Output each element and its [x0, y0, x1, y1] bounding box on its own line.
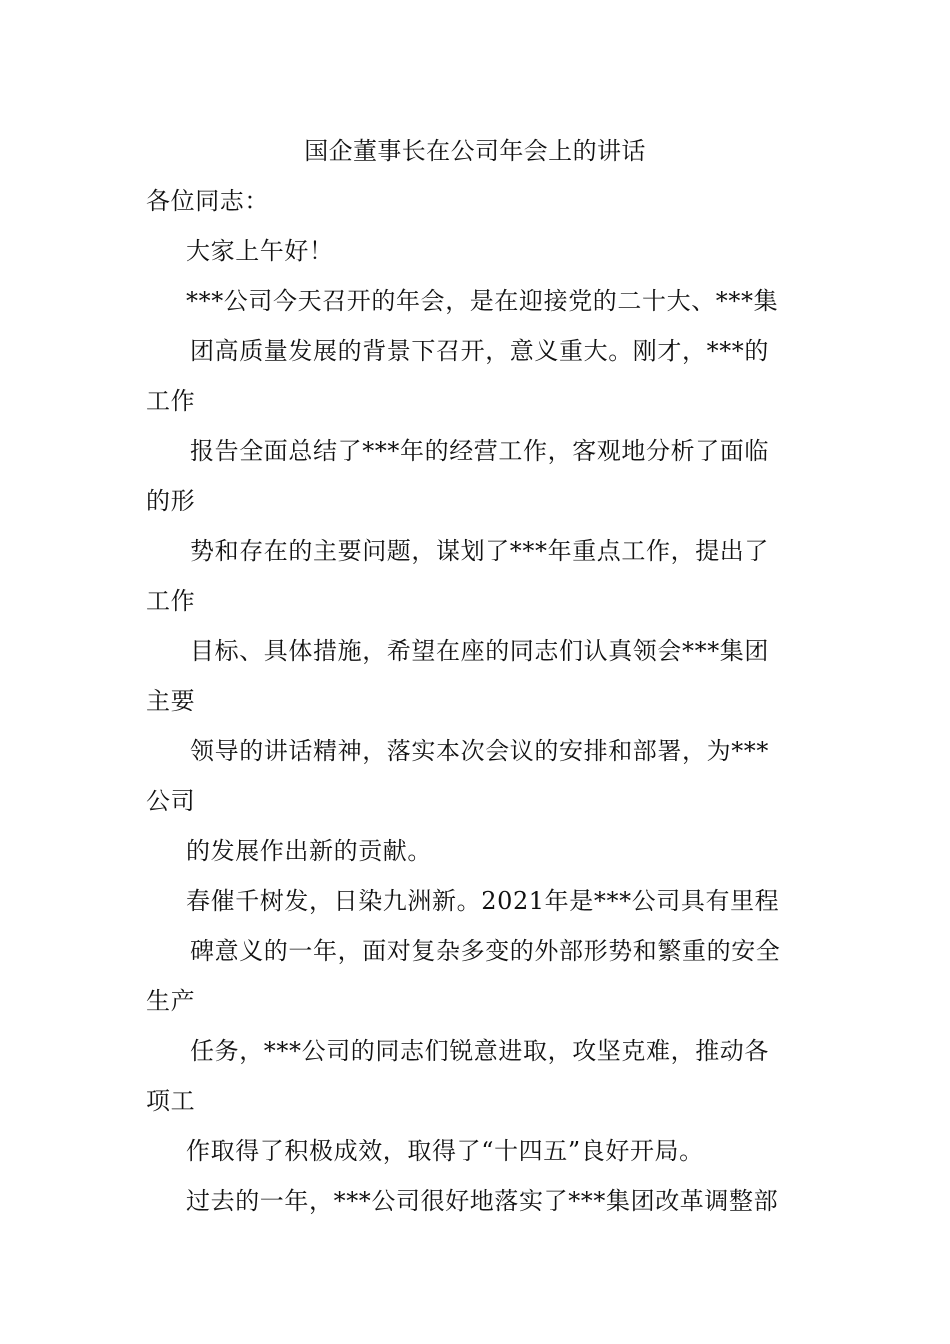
- paragraph-line: 过去的一年，***公司很好地落实了***集团改革调整部: [186, 1187, 779, 1215]
- paragraph-line: 作取得了积极成效，取得了“十四五”良好开局。: [186, 1137, 704, 1165]
- paragraph-line: 主要: [146, 687, 196, 715]
- paragraph-line: 春催千树发，日染九洲新。2021年是***公司具有里程: [186, 887, 780, 915]
- paragraph-line: 工作: [146, 587, 196, 615]
- paragraph-line: 任务，***公司的同志们锐意进取，攻坚克难，推动各: [190, 1037, 769, 1065]
- paragraph-line: 目标、具体措施，希望在座的同志们认真领会***集团: [190, 637, 769, 665]
- paragraph-line: 工作: [146, 387, 196, 415]
- paragraph-line: 项工: [146, 1087, 196, 1115]
- paragraph-line: 公司: [146, 787, 196, 815]
- paragraph-line: 团高质量发展的背景下召开，意义重大。刚才，***的: [190, 337, 769, 365]
- paragraph-line: 生产: [146, 987, 196, 1015]
- paragraph-line: ***公司今天召开的年会，是在迎接党的二十大、***集: [186, 287, 779, 315]
- paragraph-line: 报告全面总结了***年的经营工作，客观地分析了面临: [190, 437, 769, 465]
- document-title: 国企董事长在公司年会上的讲话: [304, 137, 646, 165]
- paragraph-line: 领导的讲话精神，落实本次会议的安排和部署，为***: [190, 737, 769, 765]
- paragraph-line: 碑意义的一年，面对复杂多变的外部形势和繁重的安全: [190, 937, 781, 965]
- paragraph-line: 的形: [146, 487, 196, 515]
- paragraph-line: 的发展作出新的贡献。: [186, 837, 432, 865]
- salutation-line: 各位同志：: [146, 187, 269, 215]
- greeting-line: 大家上午好！: [186, 237, 334, 265]
- paragraph-line: 势和存在的主要问题，谋划了***年重点工作，提出了: [190, 537, 769, 565]
